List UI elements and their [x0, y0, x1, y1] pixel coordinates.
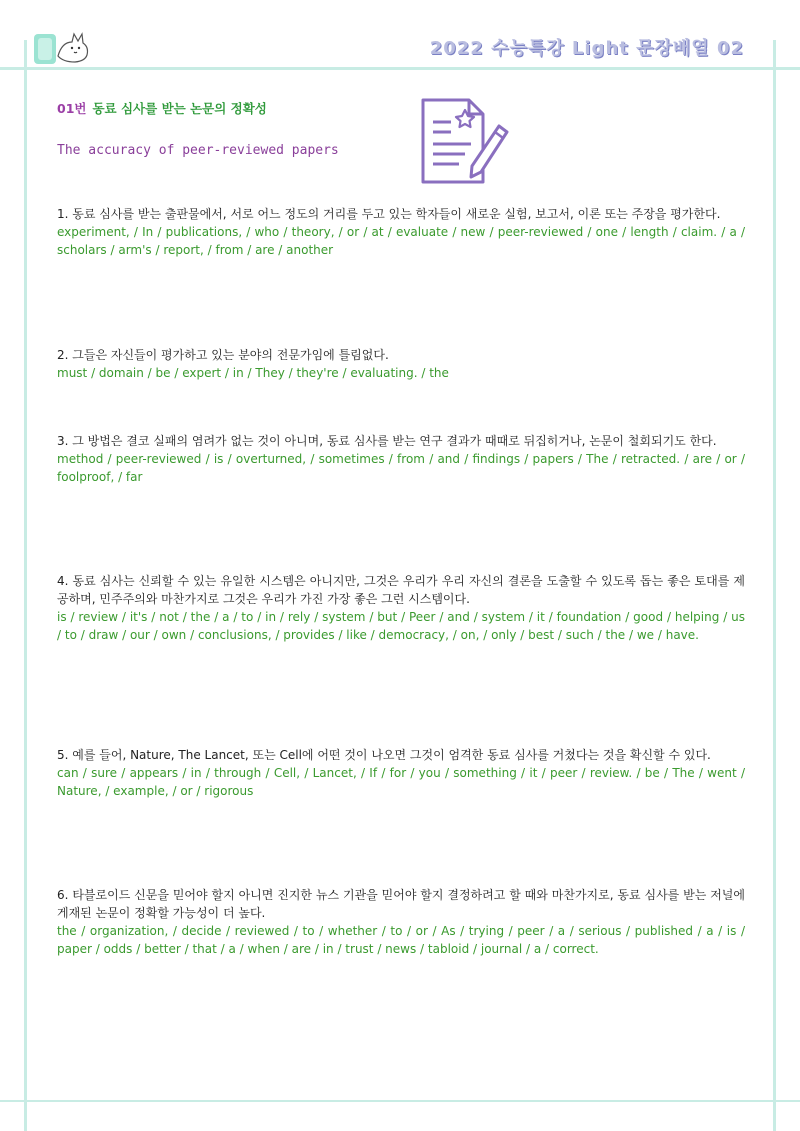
- korean-sentence: 1. 동료 심사를 받는 출판물에서, 서로 어느 정도의 거리를 두고 있는 학자들이 새로운 실험, 보고서, 이론 또는 주장을 평가한다.: [57, 207, 721, 221]
- topic-title: [57, 99, 267, 117]
- topic-number: 01번: [57, 101, 87, 116]
- korean-sentence: 6. 타블로이드 신문을 믿어야 할지 아니면 진지한 뉴스 기관을 믿어야 할지 결정하려고 할 때와 마찬가지로, 동료 심사를 받는 저널에 게재된 논문이 정확할 가능성이 더 높다.: [57, 888, 745, 920]
- korean-sentence: 4. 동료 심사는 신뢰할 수 있는 유일한 시스템은 아니지만, 그것은 우리가 우리 자신의 결론을 도출할 수 있도록 돕는 좋은 토대를 제공하며, 민주주의와 마찬가지로 그것은 우리가 가진 가장 좋은 그런 시스템이다.: [57, 574, 745, 606]
- document-edit-icon: [415, 96, 511, 188]
- korean-sentence: 2. 그들은 자신들이 평가하고 있는 분야의 전문가임에 틀림없다.: [57, 348, 389, 362]
- topic-subtitle: The accuracy of peer-reviewed papers: [57, 143, 339, 158]
- list-item: [57, 746, 745, 800]
- frame-right-line: [773, 40, 776, 1131]
- korean-sentence: 5. 예를 들어, Nature, The Lancet, 또는 Cell에 어떤 것이 나오면 그것이 엄격한 동료 심사를 거쳤다는 것을 확신할 수 있다.: [57, 748, 711, 762]
- header-title: 2022 수능특강 Light 문장배열 02: [429, 38, 744, 59]
- list-item: [57, 205, 745, 259]
- word-bank: can / sure / appears / in / through / Cell, / Lancet, / If / for / you / something / it / peer / review. / be / The / went / Nature, / example, / or / rigorous: [57, 766, 745, 798]
- word-bank: the / organization, / decide / reviewed / to / whether / to / or / As / trying / peer / a / serious / published / a / is / paper / odds / better / that / a / when / are / in / trust / news / tabloid / journal / a / correct.: [57, 924, 745, 956]
- cat-icon: [28, 26, 92, 68]
- word-bank: is / review / it's / not / the / a / to / in / rely / system / but / Peer / and / system / it / foundation / good / helping / us / to / draw / our / own / conclusions, / provides / like / democracy, / on, / only / best / such / the / we / have.: [57, 610, 745, 642]
- topic-title-text: 동료 심사를 받는 논문의 정확성: [92, 101, 267, 116]
- frame-bottom-line: [0, 1100, 800, 1102]
- list-item: [57, 886, 745, 958]
- frame-left-line: [24, 40, 27, 1131]
- list-item: [57, 572, 745, 644]
- word-bank: method / peer-reviewed / is / overturned, / sometimes / from / and / findings / papers / The / retracted. / are / or / foolproof, / far: [57, 452, 745, 484]
- word-bank: must / domain / be / expert / in / They / they're / evaluating. / the: [57, 366, 449, 380]
- list-item: [57, 346, 745, 382]
- korean-sentence: 3. 그 방법은 결코 실패의 염려가 없는 것이 아니며, 동료 심사를 받는 연구 결과가 때때로 뒤집히거나, 논문이 철회되기도 한다.: [57, 434, 717, 448]
- word-bank: experiment, / In / publications, / who / theory, / or / at / evaluate / new / peer-reviewed / one / length / claim. / a / scholars / arm's / report, / from / are / another: [57, 225, 745, 257]
- list-item: [57, 432, 745, 486]
- frame-top-line: [0, 67, 800, 70]
